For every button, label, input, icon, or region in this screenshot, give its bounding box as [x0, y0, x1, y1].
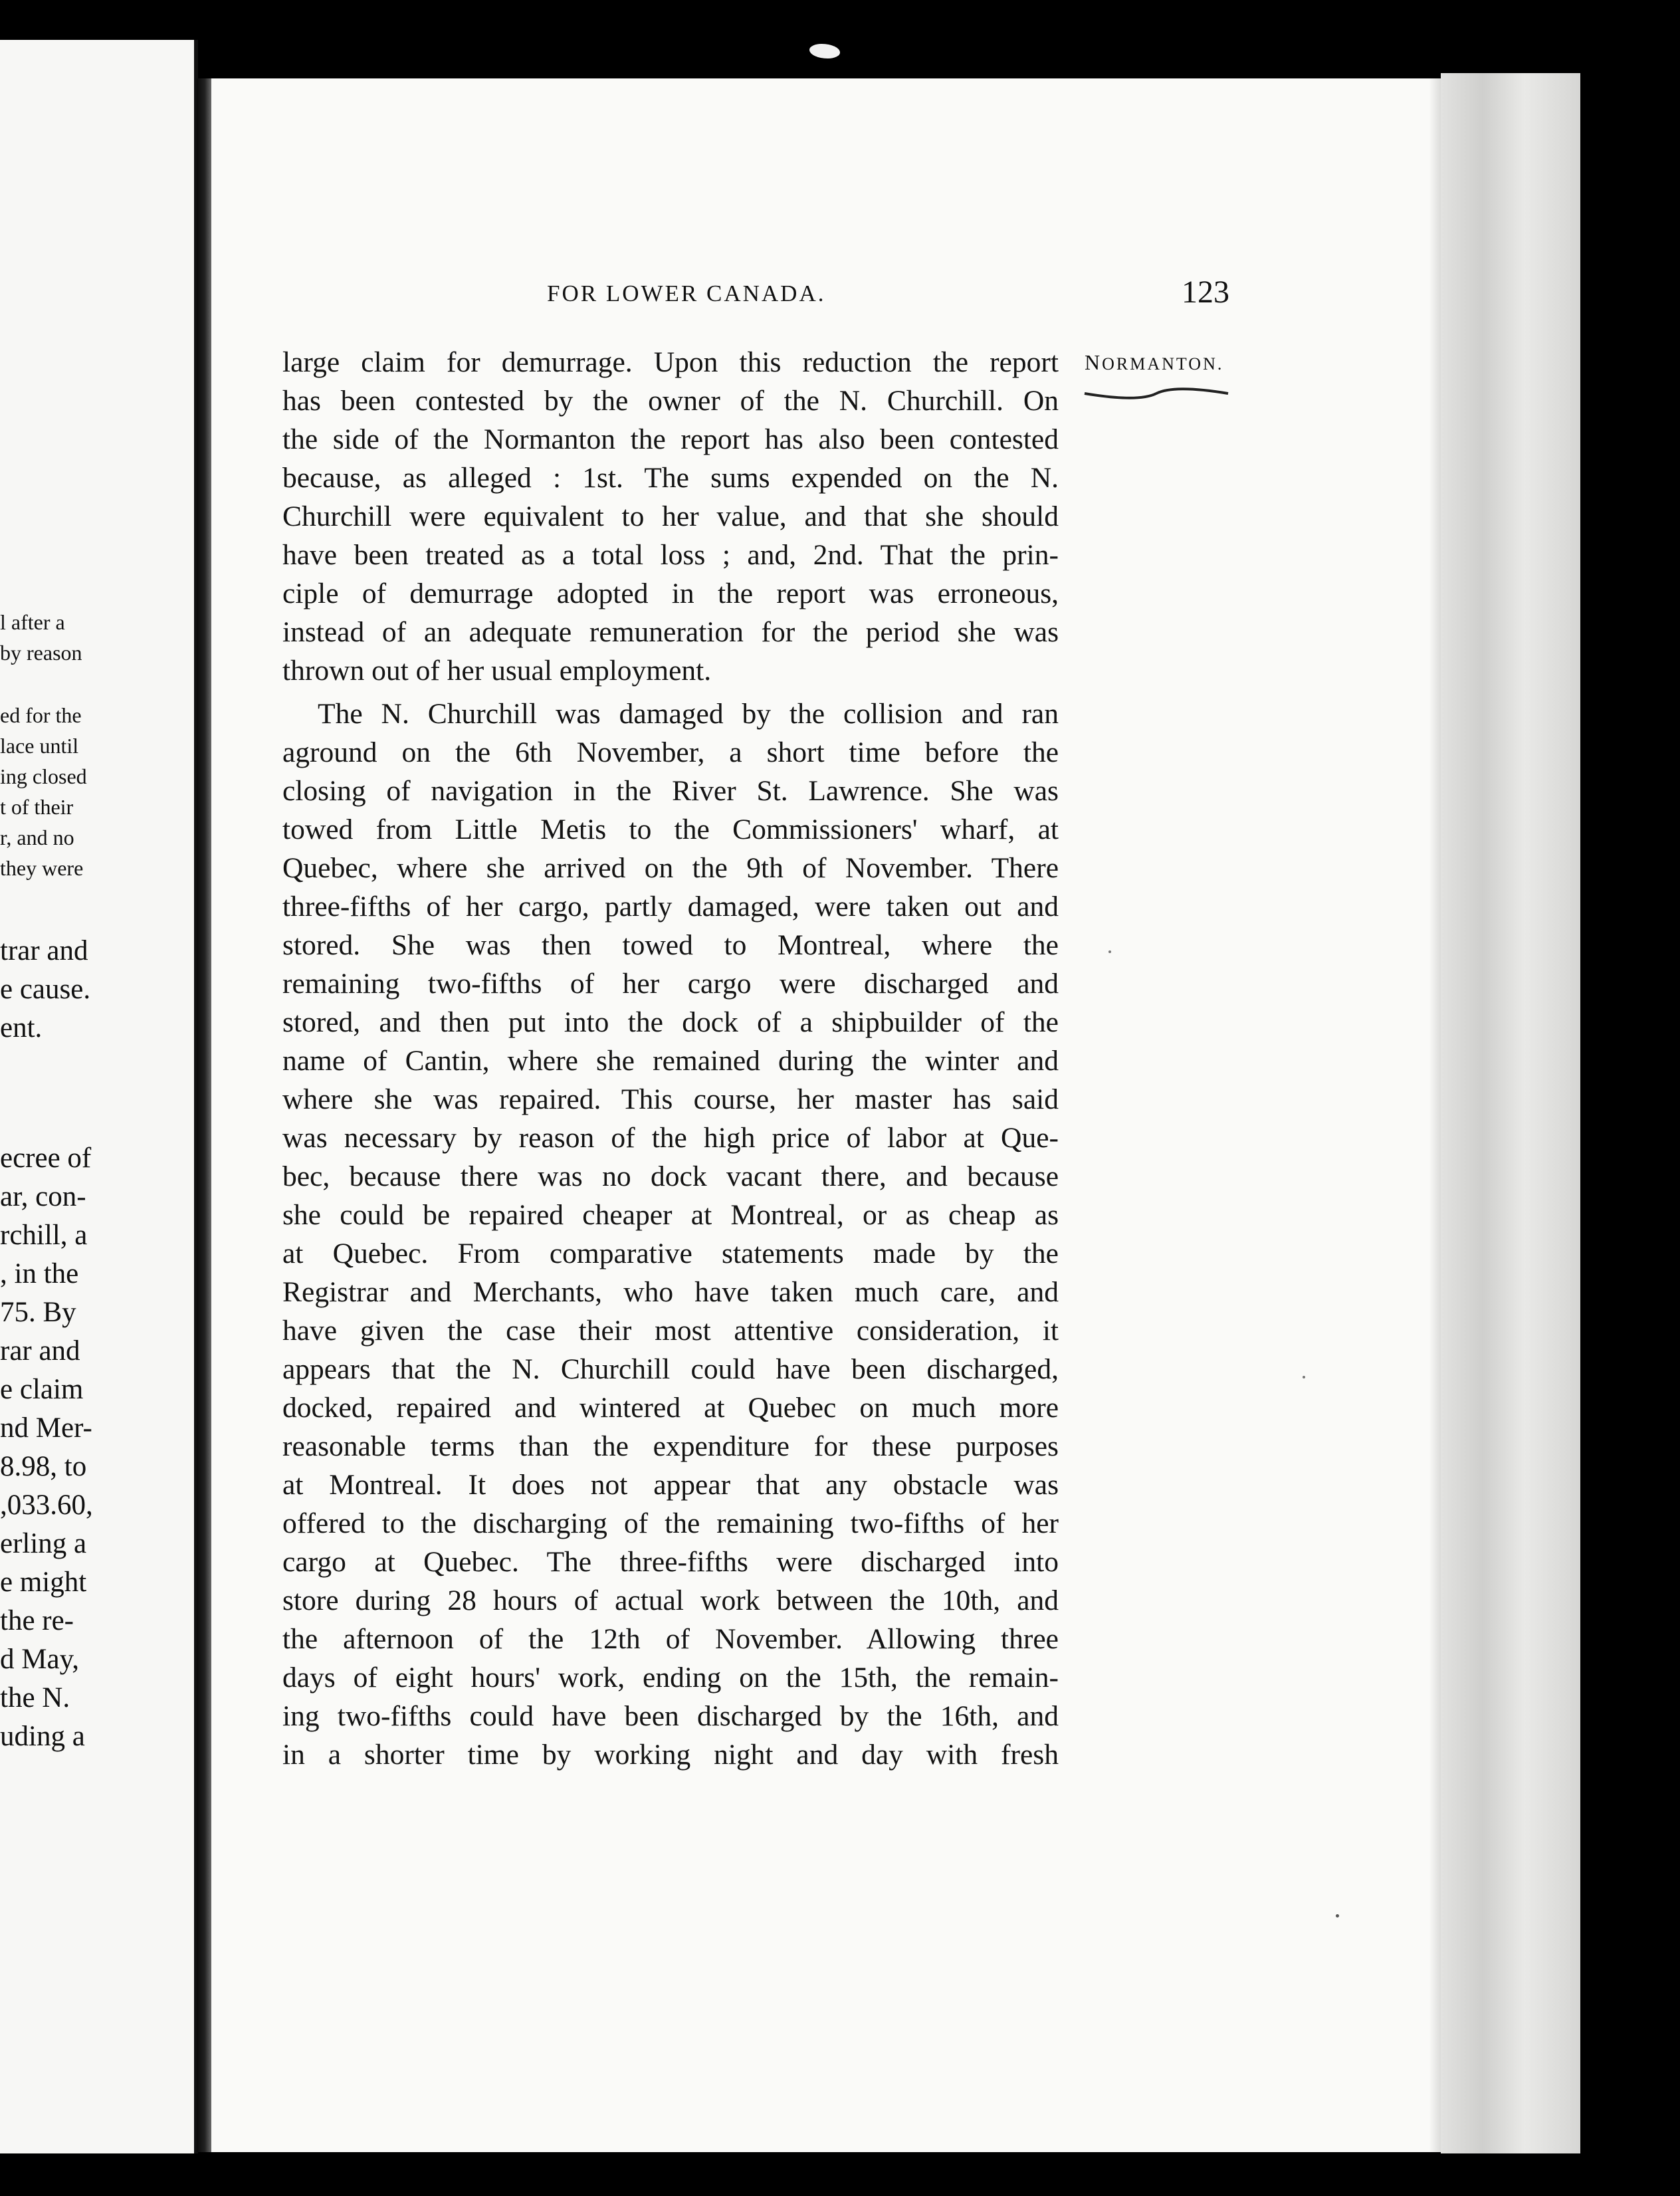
- left-page-line: the N.: [0, 1682, 70, 1713]
- marginal-note-smallcaps: ORMANTON.: [1102, 354, 1224, 374]
- left-page-line: they were: [0, 856, 84, 880]
- marginal-note: [1085, 350, 1223, 375]
- left-page-line: by reason: [0, 641, 82, 665]
- body-line: was necessary by reason of the high price of labor at Que-: [282, 1122, 1059, 1154]
- body-line: thrown out of her usual employment.: [282, 655, 712, 687]
- left-page-line: 8.98, to: [0, 1451, 87, 1482]
- body-line: have given the case their most attentive consideration, it: [282, 1315, 1059, 1347]
- body-line: The N. Churchill was damaged by the collision and ran: [318, 698, 1059, 730]
- page-stack-edge: [1441, 73, 1580, 2153]
- scan-artifact: [1303, 1376, 1305, 1378]
- left-page-line: rar and: [0, 1335, 80, 1367]
- left-page-line: the re-: [0, 1605, 74, 1636]
- left-page-line: 75. By: [0, 1297, 76, 1328]
- body-line: the afternoon of the 12th of November. Allowing three: [282, 1623, 1059, 1655]
- previous-page-fragment: [0, 40, 198, 2153]
- body-line: bec, because there was no dock vacant there, and because: [282, 1160, 1059, 1192]
- page-number: 123: [1182, 274, 1229, 310]
- scan-artifact: [1336, 1914, 1339, 1918]
- left-page-line: rchill, a: [0, 1220, 88, 1251]
- left-page-line: r, and no: [0, 825, 74, 849]
- body-line: Quebec, where she arrived on the 9th of November. There: [282, 852, 1059, 884]
- body-line: reasonable terms than the expenditure for these purposes: [282, 1430, 1059, 1462]
- left-page-line: e claim: [0, 1374, 84, 1405]
- body-line: docked, repaired and wintered at Quebec on much more: [282, 1392, 1059, 1424]
- left-page-line: ecree of: [0, 1143, 92, 1174]
- left-page-line: erling a: [0, 1528, 87, 1559]
- running-head: FOR LOWER CANADA.: [547, 280, 826, 306]
- left-page-line: t of their: [0, 795, 74, 819]
- marginal-note-initial: N: [1085, 350, 1102, 374]
- body-line: stored. She was then towed to Montreal, where the: [282, 929, 1059, 961]
- left-page-line: d May,: [0, 1644, 80, 1675]
- body-line: in a shorter time by working night and day with fresh: [282, 1739, 1059, 1771]
- left-page-line: ar, con-: [0, 1181, 86, 1212]
- body-line: Registrar and Merchants, who have taken much care, and: [282, 1276, 1059, 1308]
- left-page-line: ,033.60,: [0, 1489, 93, 1521]
- body-line: because, as alleged : 1st. The sums expended on the N.: [282, 462, 1059, 494]
- left-page-line: e cause.: [0, 974, 91, 1005]
- left-page-line: lace until: [0, 734, 79, 758]
- body-line: cargo at Quebec. The three-fifths were discharged into: [282, 1546, 1059, 1578]
- body-line: aground on the 6th November, a short time before the: [282, 736, 1059, 768]
- body-line: large claim for demurrage. Upon this reduction the report: [282, 346, 1059, 378]
- body-line: appears that the N. Churchill could have been discharged,: [282, 1353, 1059, 1385]
- body-line: at Quebec. From comparative statements made by the: [282, 1238, 1059, 1269]
- left-page-line: ed for the: [0, 703, 82, 727]
- ornamental-rule: [1083, 384, 1229, 404]
- body-line: store during 28 hours of actual work between the 10th, and: [282, 1585, 1059, 1616]
- body-line: the side of the Normanton the report has also been contested: [282, 423, 1059, 455]
- body-line: days of eight hours' work, ending on the 15th, the remain-: [282, 1662, 1059, 1694]
- body-line: towed from Little Metis to the Commissioners' wharf, at: [282, 814, 1059, 845]
- left-page-line: ing closed: [0, 764, 87, 788]
- body-line: stored, and then put into the dock of a shipbuilder of the: [282, 1006, 1059, 1038]
- body-line: where she was repaired. This course, her master has said: [282, 1083, 1059, 1115]
- left-page-line: uding a: [0, 1721, 85, 1752]
- scan-artifact: [1108, 950, 1111, 953]
- body-line: name of Cantin, where she remained during the winter and: [282, 1045, 1059, 1077]
- left-page-line: ent.: [0, 1012, 43, 1043]
- body-line: three-fifths of her cargo, partly damaged, were taken out and: [282, 891, 1059, 923]
- left-page-line: e might: [0, 1567, 87, 1598]
- body-line: at Montreal. It does not appear that any obstacle was: [282, 1469, 1059, 1501]
- body-line: remaining two-fifths of her cargo were discharged and: [282, 968, 1059, 1000]
- scan-artifact: [809, 44, 840, 58]
- body-line: Churchill were equivalent to her value, and that she should: [282, 500, 1059, 532]
- body-line: ing two-fifths could have been discharged by the 16th, and: [282, 1700, 1059, 1732]
- left-page-line: , in the: [0, 1258, 79, 1289]
- left-page-line: trar and: [0, 935, 88, 966]
- body-line: instead of an adequate remuneration for the period she was: [282, 616, 1059, 648]
- body-line: have been treated as a total loss ; and, 2nd. That the prin-: [282, 539, 1059, 571]
- book-gutter: [197, 78, 211, 2152]
- body-line: ciple of demurrage adopted in the report was erroneous,: [282, 578, 1059, 609]
- body-line: offered to the discharging of the remaining two-fifths of her: [282, 1507, 1059, 1539]
- body-line: she could be repaired cheaper at Montreal, or as cheap as: [282, 1199, 1059, 1231]
- left-page-line: nd Mer-: [0, 1412, 92, 1444]
- left-page-line: l after a: [0, 610, 65, 634]
- body-line: has been contested by the owner of the N. Churchill. On: [282, 385, 1059, 417]
- body-line: closing of navigation in the River St. Lawrence. She was: [282, 775, 1059, 807]
